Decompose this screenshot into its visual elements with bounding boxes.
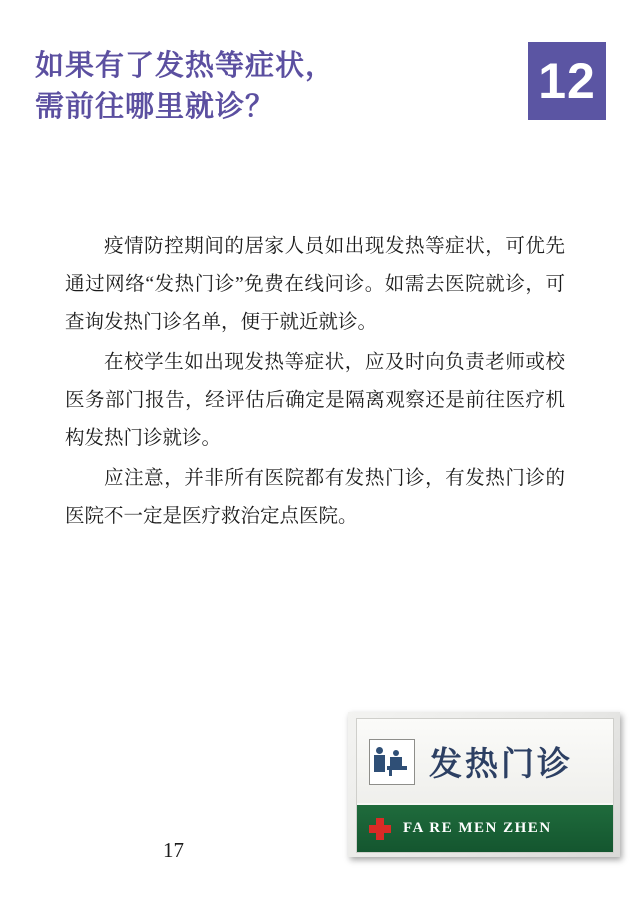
fever-clinic-sign-photo [348,712,620,857]
paragraph-1: 疫情防控期间的居家人员如出现发热等症状，可优先通过网络“发热门诊”免费在线问诊。如需去医院就诊，可查询发热门诊名单，便于就近就诊。 [65,236,565,333]
sign-pinyin-text: FA RE MEN ZHEN [403,820,552,836]
page-number: 17 [163,838,184,862]
paragraph-3: 应注意，并非所有医院都有发热门诊，有发热门诊的医院不一定是医疗救治定点医院。 [65,468,565,527]
sign-board [356,718,614,853]
page-header [0,38,640,148]
sign-lower-panel [357,805,613,852]
page-title-line-1: 如果有了发热等症状， [35,50,336,82]
consultation-pictogram-icon [367,737,415,785]
page-title-line-2: 需前往哪里就诊？ [35,91,276,123]
paragraph-2: 在校学生如出现发热等症状，应及时向负责老师或校医务部门报告，经评估后确定是隔离观察还是前往医疗机构发热门诊就诊。 [65,352,565,449]
body-content [65,228,565,538]
sign-chinese-text: 发热门诊 [429,744,573,782]
page-title [35,46,505,128]
sign-upper-panel [357,719,613,803]
section-number-badge: 12 [528,42,606,120]
medical-cross-icon [369,818,391,840]
